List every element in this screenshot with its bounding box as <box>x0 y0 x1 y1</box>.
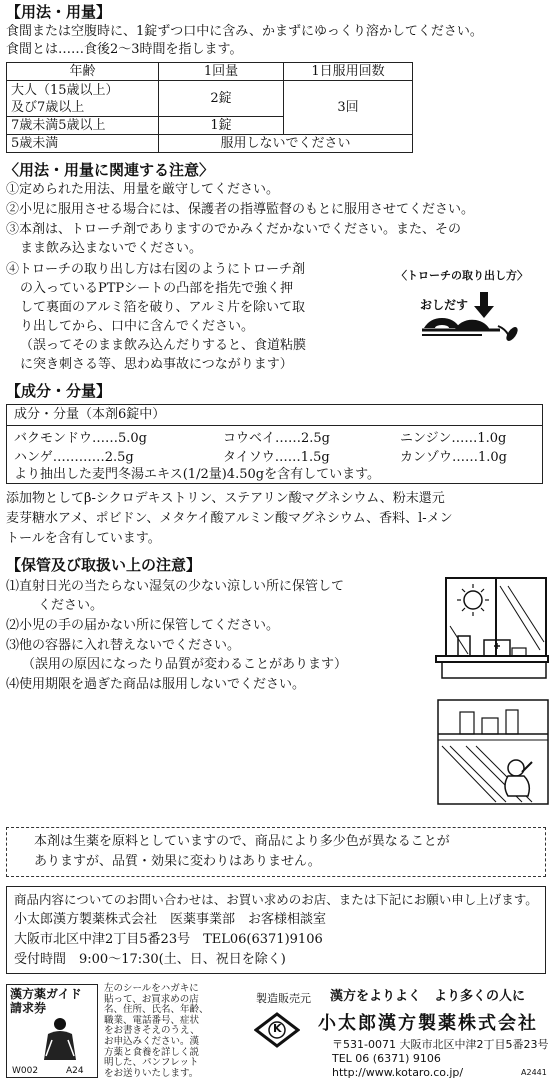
precaution-item: の入っているPTPシートの凸部を指先で強く押 <box>20 281 294 296</box>
table-header: 年齢 <box>7 63 159 81</box>
table-cell: 7歳未満5歳以上 <box>7 117 159 135</box>
down-arrow-icon <box>474 292 494 318</box>
figure-label: おしだす <box>420 298 469 312</box>
contact-line: 受付時間 9:00～17:30(土、日、祝日を除く) <box>14 952 286 967</box>
ingredient-extract: より抽出した麦門冬湯エキス(1/2量)4.50gを含有しています。 <box>14 467 381 482</box>
company-tel: TEL 06 (6371) 9106 <box>332 1052 441 1065</box>
troche-push-illustration <box>420 290 530 346</box>
contact-line: 商品内容についてのお問い合わせは、お買い求めのお店、または下記にお願い申し上げます。 <box>14 892 538 907</box>
ingredient-item: カンゾウ……1.0g <box>400 450 507 465</box>
coupon-code: W002 <box>12 1066 39 1076</box>
precautions-title: 〈用法・用量に関連する注意〉 <box>4 161 215 179</box>
ingredients-header: 成分・分量（本剤6錠中） <box>14 407 166 422</box>
manufacturer-label: 製造販売元 <box>256 992 311 1005</box>
storage-item: （誤用の原因になったり品質が変わることがあります） <box>22 657 348 672</box>
sun-icon <box>464 591 482 609</box>
usage-title: 【用法・用量】 <box>6 3 112 21</box>
precaution-item: に突き刺さる等、思わぬ事故につながります） <box>20 357 293 372</box>
ingredient-item: ハンゲ…………2.5g <box>14 450 134 465</box>
coupon-title: 請求券 <box>10 1001 47 1015</box>
logo-letter: K <box>273 1022 282 1035</box>
precaution-item: して裏面のアルミ箔を破り、アルミ片を除いて取 <box>20 300 305 315</box>
ingredient-item: コウベイ……2.5g <box>223 431 330 446</box>
storage-title: 【保管及び取扱い上の注意】 <box>6 556 202 574</box>
table-cell: 大人（15歳以上） 及び7歳以上 <box>7 81 159 117</box>
additives-line: 麦芽糖水アメ、ポビドン、メタケイ酸アルミン酸マグネシウム、香料、l-メン <box>6 511 453 526</box>
company-url: http://www.kotaro.co.jp/ <box>332 1066 464 1079</box>
additives-line: 添加物としてβ-シクロデキストリン、ステアリン酸マグネシウム、粉末還元 <box>6 491 445 506</box>
product-code: A2441 <box>521 1068 547 1077</box>
storage-item: ⑵小児の手の届かない所に保管してください。 <box>6 618 280 633</box>
precaution-item: ①定められた用法、用量を厳守してください。 <box>6 182 280 197</box>
table-cell: 2錠 <box>159 81 284 117</box>
company-slogan: 漢方をよりよく より多くの人に <box>330 989 526 1004</box>
precaution-item: ②小児に服用させる場合には、保護者の指導監督のもとに服用させてください。 <box>6 202 475 217</box>
ingredient-item: タイソウ……1.5g <box>223 450 330 465</box>
coupon-title: 漢方薬ガイド <box>10 987 82 1001</box>
precaution-item: ④トローチの取り出し方は右図のようにトローチ剤 <box>6 262 306 277</box>
ingredient-item: ニンジン……1.0g <box>400 431 507 446</box>
storage-item: ⑶他の容器に入れ替えないでください。 <box>6 638 241 653</box>
table-cell: 服用しないでください <box>159 135 413 153</box>
notice-line: ありますが、品質・効果に変わりはありません。 <box>34 854 321 869</box>
coupon-code: A24 <box>66 1066 84 1076</box>
shelf-child-illustration <box>436 698 552 806</box>
dosage-table <box>6 62 413 153</box>
precaution-item: （誤ってそのまま飲み込んだりすると、食道粘膜 <box>20 338 307 353</box>
table-cell: 5歳未満 <box>7 135 159 153</box>
company-logo <box>254 1012 300 1048</box>
contact-line: 大阪市北区中津2丁目5番23号 TEL06(6371)9106 <box>14 932 323 947</box>
table-header: 1回量 <box>159 63 284 81</box>
precaution-item: ③本剤は、トローチ剤でありますのでかみくだかないでください。また、その <box>6 222 462 237</box>
precaution-item: り出してから、口中に含んでください。 <box>20 319 255 334</box>
additives-line: トールを含有しています。 <box>6 531 161 546</box>
storage-item: ⑷使用期限を過ぎた商品は服用しないでください。 <box>6 677 306 692</box>
usage-line: 食間または空腹時に、1錠ずつ口中に含み、かまずにゆっくり溶かしてください。 <box>6 24 483 39</box>
contact-line: 小太郎漢方製薬株式会社 医薬事業部 お客様相談室 <box>14 912 327 927</box>
table-header: 1日服用回数 <box>284 63 413 81</box>
ingredient-item: バクモンドウ……5.0g <box>14 431 147 446</box>
figure-caption: 〈トローチの取り出し方〉 <box>396 269 528 282</box>
usage-line: 食間とは……食後2～3時間を指します。 <box>6 42 243 57</box>
company-name: 小太郎漢方製薬株式会社 <box>318 1013 538 1034</box>
precaution-item: まま飲み込まないでください。 <box>20 241 203 256</box>
storage-item: ください。 <box>38 598 104 613</box>
storage-item: ⑴直射日光の当たらない湿気の少ない涼しい所に保管して <box>6 579 345 594</box>
coupon-instructions: 左のシールをハガキに 貼って、お買求めの店 名、住所、氏名、年齢、 職業、電話番号、症状 をお書きそえのうえ、 お申込みください。漢 方薬と食養を詳しく説 明した、パンフレット をお送りいたします。 <box>104 983 209 1079</box>
table-cell: 1錠 <box>159 117 284 135</box>
notice-line: 本剤は生薬を原料としていますので、商品により多少色が異なることが <box>34 834 450 849</box>
window-sunlight-illustration <box>428 576 552 680</box>
table-cell: 3回 <box>284 81 413 135</box>
figure-icon <box>40 1016 80 1064</box>
company-address: 〒531-0071 大阪市北区中津2丁目5番23号 <box>332 1038 549 1051</box>
ingredients-title: 【成分・分量】 <box>6 382 112 400</box>
